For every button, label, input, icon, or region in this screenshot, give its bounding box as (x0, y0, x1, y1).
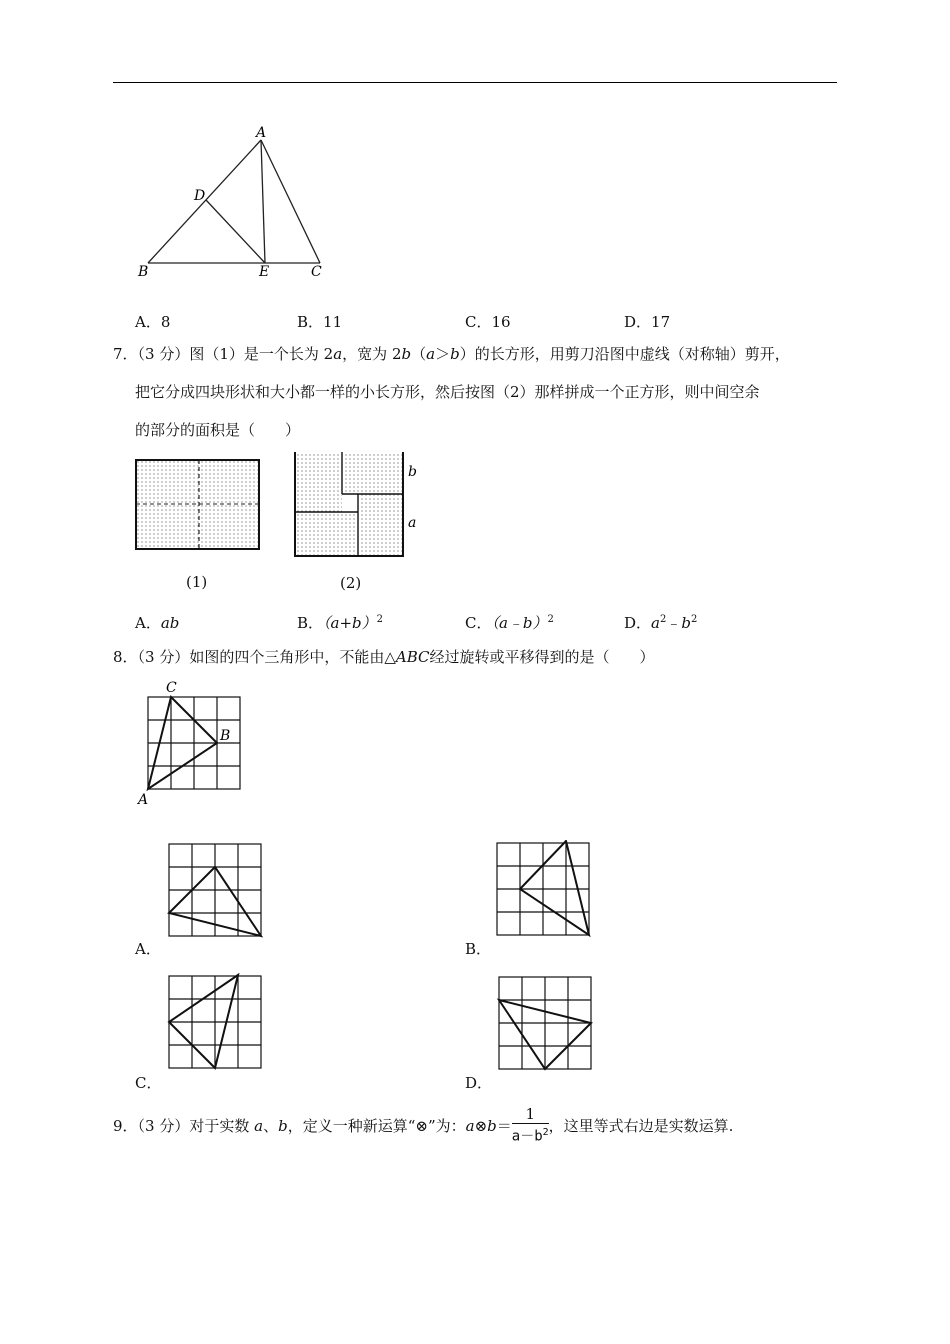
vertex-label-c: C (311, 264, 322, 280)
square-figure-2 (293, 450, 423, 560)
q6-option-b[interactable] (297, 311, 342, 332)
q8-option-b[interactable]: B． (465, 940, 492, 958)
vertex-label-a: A (138, 792, 149, 808)
vertex-label-e: E (259, 264, 270, 280)
header-rule (113, 82, 837, 83)
figure-2-caption: (2) (340, 574, 362, 592)
q7-stem-line2: 把它分成四块形状和大小都一样的小长方形，然后按图（2）那样拼成一个正方形，则中间空余 (135, 383, 760, 401)
q7-option-c[interactable]: C．（a﹣b）$^2$ (465, 614, 554, 632)
q8-stem: 8．（3 分）如图的四个三角形中，不能由△ABC经过旋转或平移得到的是（ ） (113, 648, 655, 666)
q8-option-b-grid (495, 840, 591, 938)
q7-option-d[interactable]: D．$a^2﹣b^2$ (624, 614, 698, 632)
q8-option-d-grid (497, 974, 593, 1072)
reference-triangle-abc (136, 678, 246, 808)
option-letter: B． (297, 313, 324, 331)
fig2-label-b: b (408, 464, 417, 480)
figure-1-caption: (1) (186, 573, 208, 591)
vertex-label-d: D (194, 188, 206, 204)
option-text: 17 (651, 313, 671, 331)
q8-option-d[interactable]: D． (465, 1074, 493, 1092)
option-letter: C． (465, 313, 492, 331)
q7-stem-line3: 的部分的面积是（ ） (135, 421, 301, 439)
fig2-label-a: a (408, 515, 417, 531)
q7-stem-line1: 7．（3 分）图（1）是一个长为 2a，宽为 2b（a＞b）的长方形，用剪刀沿图中虚线（对称轴）剪开， (113, 345, 790, 363)
option-letter: D． (624, 313, 652, 331)
q9-stem: 9．（3 分）对于实数 a、b，定义一种新运算“⊗”为：a⊗b＝ $\frac{1}{a-b^2}$ ，这里等式右边是实数运算. (113, 1104, 734, 1145)
q7-option-b[interactable]: B．$(a+b)^2$ (297, 614, 384, 632)
q7-option-a[interactable]: A．ab (135, 614, 180, 632)
vertex-label-c: C (166, 680, 177, 696)
q6-option-c[interactable] (465, 311, 511, 332)
vertex-label-a: A (256, 125, 267, 141)
option-text: 11 (323, 313, 343, 331)
q8-option-a-grid (167, 842, 263, 938)
option-text: 8 (160, 313, 171, 331)
rectangle-figure-1 (133, 457, 263, 553)
q8-option-c-grid (167, 973, 263, 1071)
q8-option-a[interactable]: A． (135, 940, 161, 958)
vertex-label-b: B (138, 264, 149, 280)
option-letter: A． (135, 313, 161, 331)
fraction: $\frac{1}{a-b^2}$ (511, 1104, 549, 1145)
q6-option-d[interactable] (624, 311, 670, 332)
option-text: 16 (491, 313, 511, 331)
q8-option-c[interactable]: C． (135, 1074, 162, 1092)
vertex-label-b: B (220, 728, 231, 744)
q6-option-a[interactable] (135, 311, 170, 332)
triangle-figure-q6 (130, 120, 340, 285)
